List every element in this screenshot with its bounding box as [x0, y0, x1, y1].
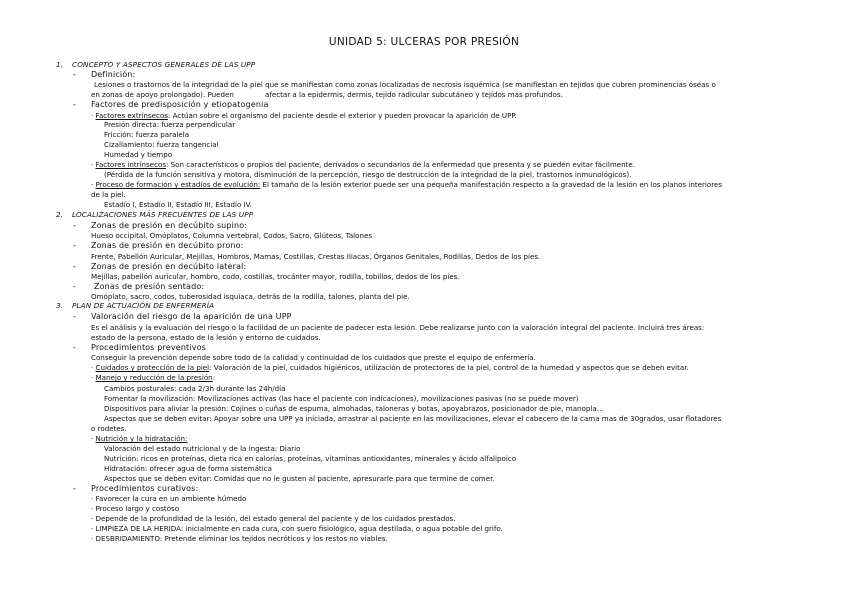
bullet-marker: ·: [91, 434, 96, 443]
subsection-dash: -: [73, 262, 77, 271]
bullet-term: Cuidados y protección de la piel: [95, 363, 210, 372]
body-text-line: · Depende de la profundidad de la lesión, del estado general del paciente y de los cuidados prestados.: [91, 514, 456, 523]
subsection-dash: -: [73, 100, 77, 109]
body-text-line: estado de la persona, estado de la lesión y entorno de cuidados.: [91, 333, 321, 342]
subsection-dash: -: [73, 312, 77, 321]
subsection-dash: -: [73, 221, 77, 230]
subsection-heading: Procedimientos preventivos: [91, 343, 206, 352]
body-text-line: Aspectos que se deben evitar: Comidas que no le gusten al paciente, apresurarle para que termine de comer.: [104, 474, 495, 483]
bullet-term: Manejo y reducción de la presión: [95, 373, 213, 382]
bullet-text: :: [212, 373, 216, 382]
document-title: UNIDAD 5: ULCERAS POR PRESIÓN: [328, 36, 520, 48]
bullet-text: : Son característicos o propios del paciente, derivados o secundarios de la enfermedad que presenta y se pueden evitar fácilmente.: [166, 160, 636, 169]
bullet-term: Factores extrínsecos: [95, 111, 168, 120]
body-text-line: Valoración del estado nutricional y de la ingesta: Diario: [104, 444, 301, 453]
subsection-heading: Zonas de presión en decúbito supino:: [91, 221, 248, 230]
bullet-marker: ·: [91, 363, 96, 372]
bullet-marker: ·: [91, 111, 96, 120]
body-text-line: afectar a la epidermis, dermis, tejido radicular subcutáneo y tejidos más profundos.: [265, 90, 563, 99]
body-text-line: Nutrición: ricos en proteínas, dieta rica en calorías, proteínas, vitaminas antioxidantes, minerales y ácido alfalipoico: [104, 454, 517, 463]
bullet-line: [91, 160, 635, 169]
bullet-text: : Valoración de la piel, cuidados higiénicos, utilización de protectores de la piel, control de la humedad y aspectos que se deben evitar.: [209, 363, 689, 372]
subsection-heading: Definición:: [91, 70, 136, 79]
bullet-term: Nutrición y la hidratación:: [95, 434, 188, 443]
bullet-line: [91, 363, 689, 372]
section-number: 1.: [56, 60, 64, 69]
bullet-text: El tamaño de la lesión exterior puede ser una pequeña manifestación respecto a la gravedad de la lesión en los planos interiores: [260, 180, 723, 189]
section-heading: PLAN DE ACTUACIÓN DE ENFERMERÍA: [72, 301, 215, 310]
body-text-line: o rodetes.: [91, 424, 127, 433]
bullet-line: [91, 434, 187, 443]
body-text-line: Humedad y tiempo: [104, 150, 173, 159]
subsection-heading: Factores de predisposición y etiopatogenia: [91, 100, 269, 109]
subsection-dash: -: [73, 484, 77, 493]
body-text-line: Fomentar la movilización: Movilizaciones activas (las hace el paciente con indicaciones), movilizaciones pasivas (no se puede mover): [104, 394, 579, 403]
subsection-heading: Zonas de presión en decúbito prono:: [91, 241, 244, 250]
bullet-marker: ·: [91, 180, 96, 189]
subsection-dash: -: [73, 343, 77, 352]
body-text-line: Es el análisis y la evaluación del riesgo o la facilidad de un paciente de padecer esta lesión. Debe realizarse junto con la valoración integral del paciente. Incluirá tres áreas:: [91, 323, 705, 332]
body-text-line: Fricción: fuerza paralela: [104, 130, 190, 139]
subsection-dash: -: [73, 241, 77, 250]
bullet-text: : Actúan sobre el organismo del paciente desde el exterior y pueden provocar la aparición de UPP.: [168, 111, 517, 120]
section-heading: CONCEPTO Y ASPECTOS GENERALES DE LAS UPP: [72, 60, 256, 69]
bullet-term: Factores intrínsecos: [95, 160, 167, 169]
body-text-line: · Favorecer la cura en un ambiente húmedo: [91, 494, 247, 503]
bullet-term: Proceso de formación y estadíos de evolución:: [95, 180, 261, 189]
body-text-line: · LIMPIEZA DE LA HERIDA: inicialmente en cada cura, con suero fisiológico, agua destilada, o agua potable del grifo.: [91, 524, 503, 533]
section-heading: LOCALIZACIONES MÁS FRECUENTES DE LAS UPP: [72, 210, 254, 219]
body-text-line: · Proceso largo y costoso: [91, 504, 180, 513]
body-text-line: Lesiones o trastornos de la integridad de la piel que se manifiestan como zonas localizadas de necrosis isquémica (se manifiestan en tejidos que cubren prominencias óseas o: [94, 80, 716, 89]
body-text-line: Presión directa: fuerza perpendicular: [104, 120, 236, 129]
bullet-marker: ·: [91, 373, 96, 382]
body-text-line: (Pérdida de la función sensitiva y motora, disminución de la percepción, riesgo de destrucción de la integridad de la piel, trastornos inmunológicos).: [104, 170, 632, 179]
body-text-line: Mejillas, pabellón auricular, hombro, codo, costillas, trocánter mayor, rodilla, tobillos, dedos de los pies.: [91, 272, 460, 281]
body-text-line: Dispositivos para aliviar la presión: Cojines o cuñas de espuma, almohadas, taloneras y botas, apoyabrazos, posicionador de pie, manopla…: [104, 404, 604, 413]
body-text-line: en zonas de apoyo prolongado). Pueden: [91, 90, 234, 99]
subsection-dash: -: [73, 282, 77, 291]
body-text-line: de la piel.: [91, 190, 126, 199]
bullet-line: [91, 373, 215, 382]
body-text-line: Estadío I, Estadío II, Estadío III, Estadío IV.: [104, 200, 252, 209]
subsection-heading: Zonas de presión sentado:: [94, 282, 205, 291]
body-text-line: Hueso occipital, Omóplatos, Columna vertebral, Codos, Sacro, Glúteos, Talones: [91, 231, 373, 240]
body-text-line: · DESBRIDAMIENTO: Pretende eliminar los tejidos necróticos y los restos no viables.: [91, 534, 388, 543]
body-text-line: Cizallamiento: fuerza tangencial: [104, 140, 219, 149]
body-text-line: Cambios posturales: cada 2/3h durante las 24h/día: [104, 384, 286, 393]
body-text-line: Aspectos que se deben evitar: Apoyar sobre una UPP ya iniciada, arrastrar al paciente en las movilizaciones, elevar el cabecero de la cama mas de 30grados, usar flotadores: [104, 414, 722, 423]
body-text-line: Hidratación: ofrecer agua de forma sistemática: [104, 464, 272, 473]
bullet-line: [91, 111, 517, 120]
body-text-line: Conseguir la prevención depende sobre todo de la calidad y continuidad de los cuidados que preste el equipo de enfermería.: [91, 353, 536, 362]
subsection-dash: -: [73, 70, 77, 79]
subsection-heading: Valoración del riesgo de la aparición de una UPP: [91, 312, 292, 321]
section-number: 2.: [56, 210, 64, 219]
subsection-heading: Procedimientos curativos:: [91, 484, 199, 493]
body-text-line: Omóplato, sacro, codos, tuberosidad isquiaca, detrás de la rodilla, talones, planta del pie.: [91, 292, 410, 301]
bullet-marker: ·: [91, 160, 96, 169]
section-number: 3.: [56, 301, 64, 310]
bullet-line: [91, 180, 722, 189]
body-text-line: Frente, Pabellón Auricular, Mejillas, Hombros, Mamas, Costillas, Crestas Iliacas, Órganos Genitales, Rodillas, Dedos de los pies.: [91, 252, 541, 261]
subsection-heading: Zonas de presión en decúbito lateral:: [91, 262, 247, 271]
